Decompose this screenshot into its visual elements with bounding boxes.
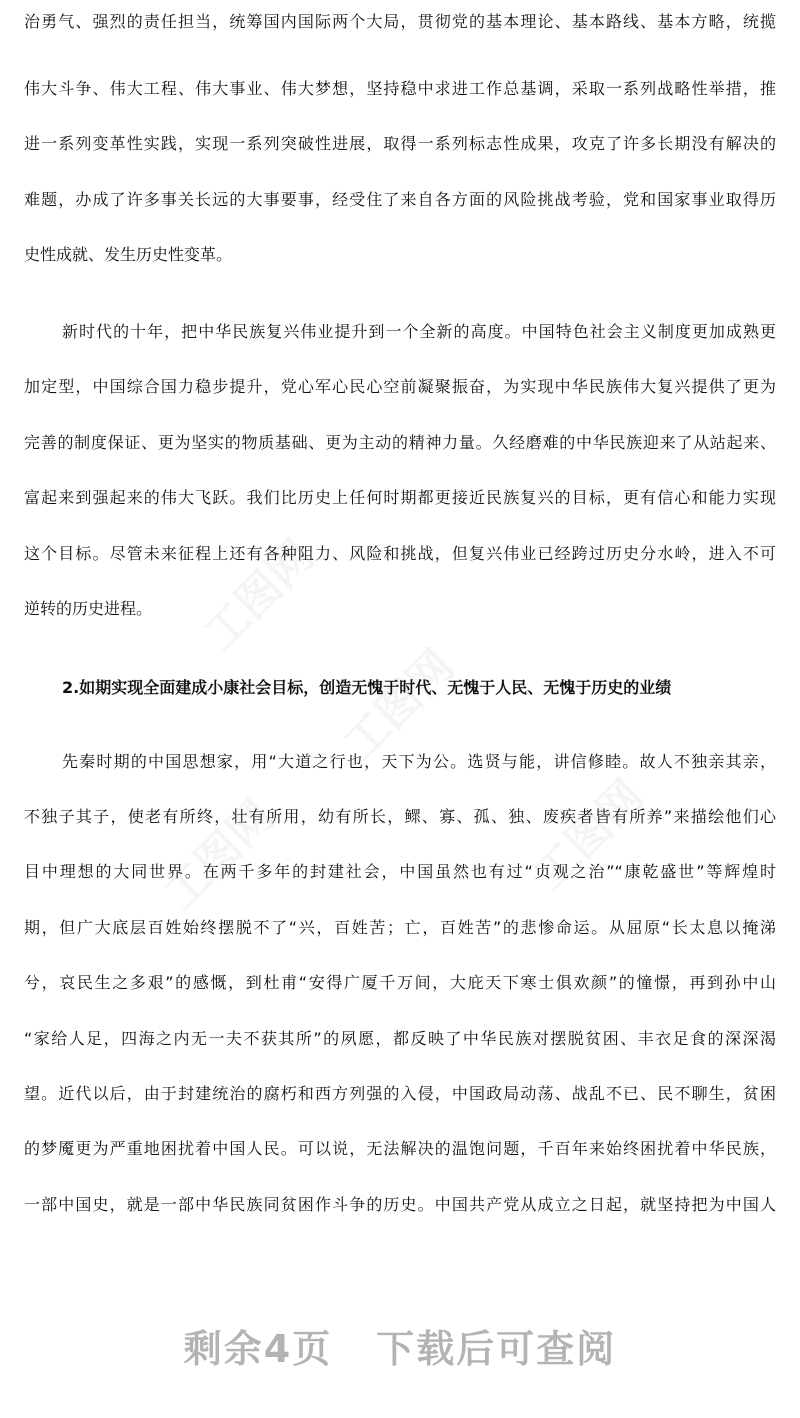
text-line: 这个目标。尽管未来征程上还有各种阻力、风险和挑战，但复兴伟业已经跨过历史分水岭，进入不可 <box>24 544 776 563</box>
download-hint: 下载后可查阅 <box>376 1327 617 1371</box>
text-line: 不独子其子，使老有所终，壮有所用，幼有所长，鳏、寡、孤、独、废疾者皆有所养”来描绘他们心 <box>24 807 776 826</box>
text-line: “家给人足，四海之内无一夫不获其所”的夙愿，都反映了中华民族对摆脱贫困、丰衣足食的深深渴 <box>24 1029 776 1048</box>
remaining-pages-count: 剩余4页 <box>183 1327 333 1371</box>
text-line: 进一系列变革性实践，实现一系列突破性进展，取得一系列标志性成果，攻克了许多长期没有解决的 <box>24 134 776 153</box>
text-line: 伟大斗争、伟大工程、伟大事业、伟大梦想，坚持稳中求进工作总基调，采取一系列战略性举措，推 <box>24 79 776 98</box>
text-line: 史性成就、发生历史性变革。 <box>24 245 233 264</box>
watermark <box>147 783 286 922</box>
text-line: 目中理想的大同世界。在两千多年的封建社会，中国虽然也有过“贞观之治”“康乾盛世”等辉煌时 <box>24 862 776 881</box>
watermark <box>327 633 466 772</box>
text-line: 难题，办成了许多事关长远的大事要事，经受住了来自各方面的风险挑战考验，党和国家事业取得历 <box>24 190 776 209</box>
text-line: 富起来到强起来的伟大飞跃。我们比历史上任何时期都更接近民族复兴的目标，更有信心和能力实现 <box>24 488 776 507</box>
remaining-pages-notice[interactable] <box>0 1318 800 1373</box>
text-line: 治勇气、强烈的责任担当，统筹国内国际两个大局，贯彻党的基本理论、基本路线、基本方略，统揽 <box>24 12 776 31</box>
text-line: 的梦魇更为严重地困扰着中国人民。可以说，无法解决的温饱问题，千百年来始终困扰着中华民族， <box>24 1139 776 1158</box>
text-line: 逆转的历史进程。 <box>24 599 153 618</box>
section-heading: 2.如期实现全面建成小康社会目标，创造无愧于时代、无愧于人民、无愧于历史的业绩 <box>62 678 672 697</box>
text-line: 先秦时期的中国思想家，用“大道之行也，天下为公。选贤与能，讲信修睦。故人不独亲其亲， <box>62 752 776 771</box>
text-line: 完善的制度保证、更为坚实的物质基础、更为主动的精神力量。久经磨难的中华民族迎来了从站起来、 <box>24 433 776 452</box>
text-line: 加定型，中国综合国力稳步提升，党心军心民心空前凝聚振奋，为实现中华民族伟大复兴提供了更为 <box>24 377 776 396</box>
text-line: 兮，哀民生之多艰”的感慨，到杜甫“安得广厦千万间，大庇天下寒士俱欢颜”的憧憬，再到孙中山 <box>24 973 776 992</box>
text-line: 一部中国史，就是一部中华民族同贫困作斗争的历史。中国共产党从成立之日起，就坚持把为中国人 <box>24 1195 776 1214</box>
text-line: 期，但广大底层百姓始终摆脱不了“兴，百姓苦；亡，百姓苦”的悲惨命运。从屈原“长太息以掩涕 <box>24 918 776 937</box>
text-line: 望。近代以后，由于封建统治的腐朽和西方列强的入侵，中国政局动荡、战乱不已、民不聊生，贫困 <box>24 1084 776 1103</box>
text-line: 新时代的十年，把中华民族复兴伟业提升到一个全新的高度。中国特色社会主义制度更加成熟更 <box>62 322 776 341</box>
